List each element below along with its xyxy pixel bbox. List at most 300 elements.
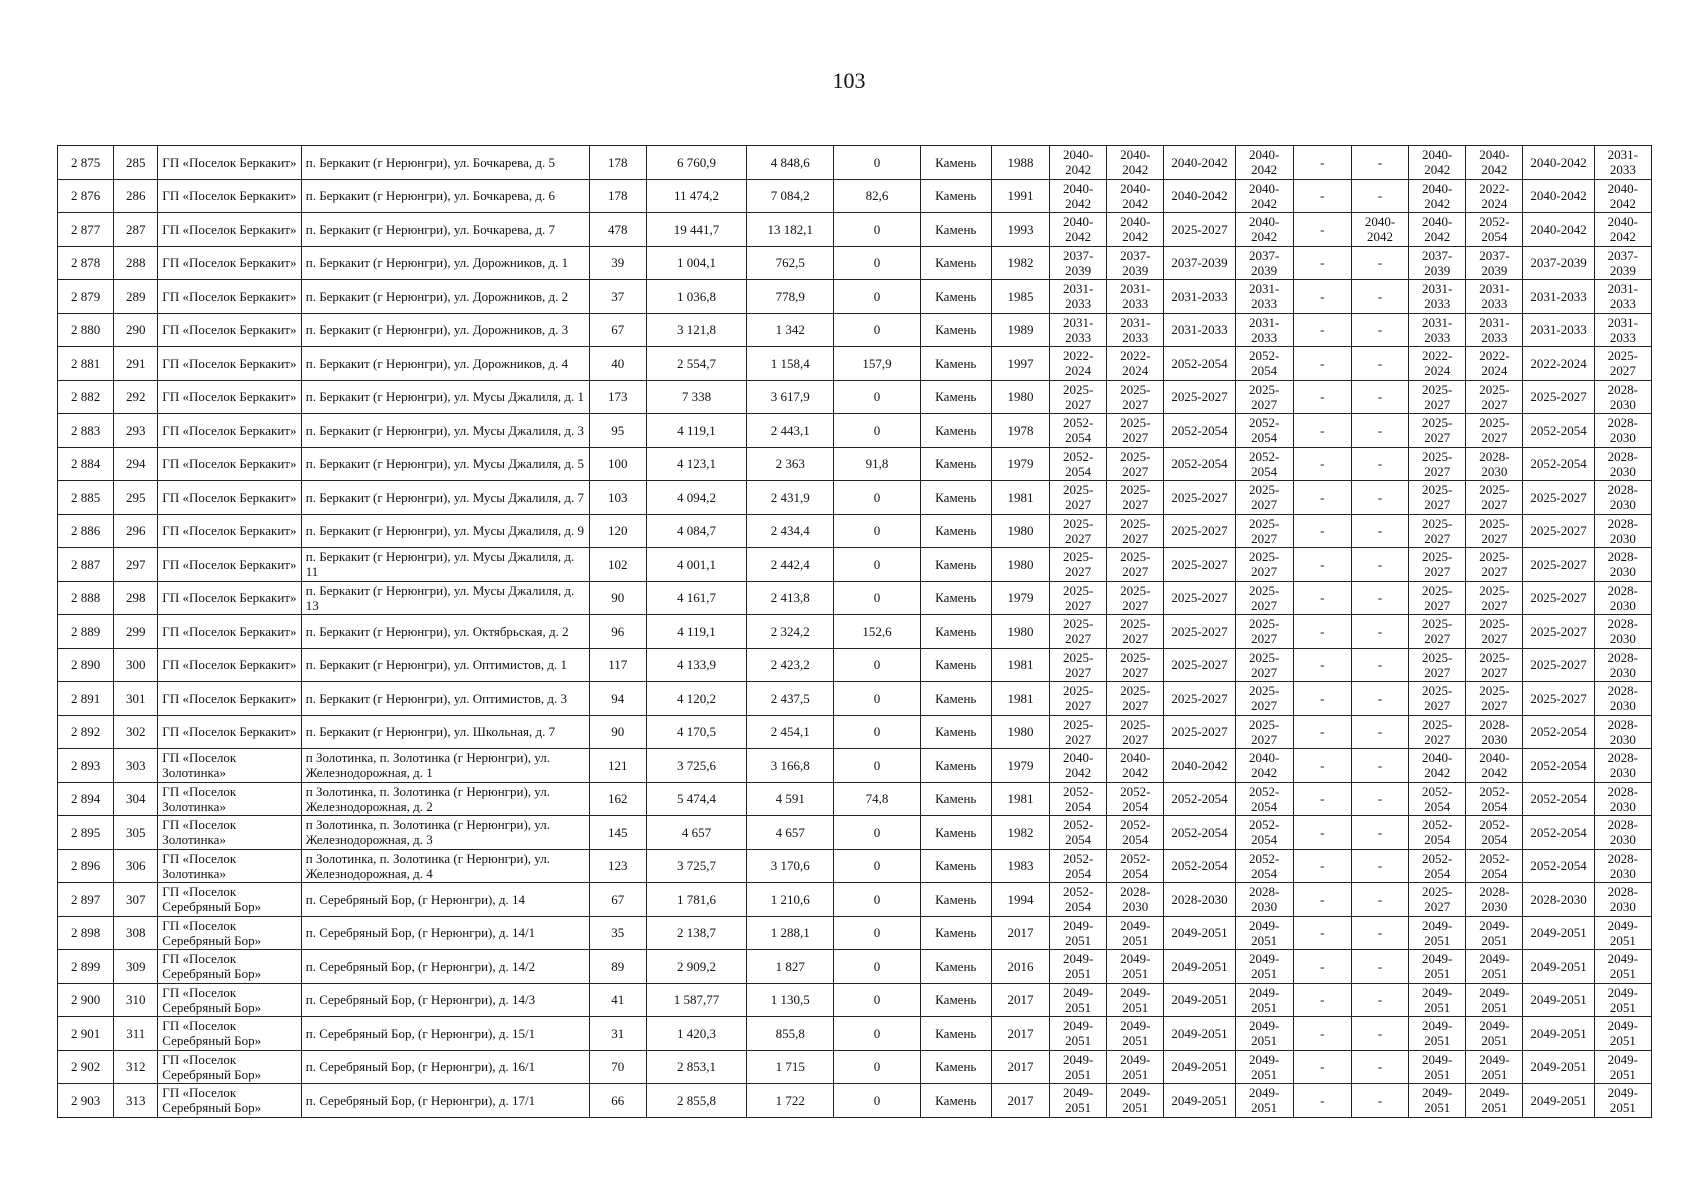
- table-cell: 2025-2027: [1523, 682, 1594, 716]
- table-row: [58, 816, 1652, 850]
- table-cell: 2025-2027: [1050, 514, 1107, 548]
- table-cell: 2028-2030: [1594, 447, 1651, 481]
- table-cell: 2049-2051: [1594, 983, 1651, 1017]
- table-cell: п. Беркакит (г Нерюнгри), ул. Мусы Джалиля, д. 11: [301, 548, 589, 582]
- table-cell: 2 875: [58, 146, 114, 180]
- table-cell: 1982: [991, 816, 1049, 850]
- table-cell: 2052-2054: [1164, 816, 1235, 850]
- table-cell: 2025-2027: [1164, 514, 1235, 548]
- table-cell: 2031-2033: [1466, 280, 1523, 314]
- table-cell: 2025-2027: [1050, 615, 1107, 649]
- table-cell: п Золотинка, п. Золотинка (г Нерюнгри), ул. Железнодорожная, д. 3: [301, 816, 589, 850]
- table-cell: 1997: [991, 347, 1049, 381]
- table-cell: 11 474,2: [646, 179, 746, 213]
- table-cell: 2040-2042: [1594, 213, 1651, 247]
- table-cell: 2052-2054: [1466, 816, 1523, 850]
- table-cell: 0: [834, 380, 920, 414]
- table-cell: 178: [589, 179, 646, 213]
- table-cell: 2 443,1: [747, 414, 834, 448]
- table-cell: п. Беркакит (г Нерюнгри), ул. Мусы Джалиля, д. 3: [301, 414, 589, 448]
- table-cell: 2049-2051: [1050, 1084, 1107, 1118]
- table-cell: -: [1293, 849, 1351, 883]
- table-cell: 2025-2027: [1409, 682, 1466, 716]
- table-cell: 82,6: [834, 179, 920, 213]
- table-cell: 2049-2051: [1050, 1017, 1107, 1051]
- table-cell: 2025-2027: [1466, 414, 1523, 448]
- table-cell: -: [1351, 1084, 1408, 1118]
- table-cell: 2025-2027: [1235, 514, 1293, 548]
- table-cell: 2040-2042: [1409, 146, 1466, 180]
- table-cell: 2017: [991, 1017, 1049, 1051]
- table-cell: Камень: [920, 983, 991, 1017]
- table-cell: 2028-2030: [1594, 380, 1651, 414]
- table-cell: 2031-2033: [1164, 280, 1235, 314]
- table-cell: 2049-2051: [1466, 983, 1523, 1017]
- table-cell: 1980: [991, 715, 1049, 749]
- table-cell: 95: [589, 414, 646, 448]
- table-cell: 2025-2027: [1409, 615, 1466, 649]
- table-cell: п. Беркакит (г Нерюнгри), ул. Октябрьская, д. 2: [301, 615, 589, 649]
- table-cell: -: [1351, 514, 1408, 548]
- table-cell: 103: [589, 481, 646, 515]
- table-cell: -: [1293, 347, 1351, 381]
- table-row: [58, 849, 1652, 883]
- table-cell: -: [1351, 916, 1408, 950]
- table-cell: 2052-2054: [1523, 816, 1594, 850]
- table-cell: 305: [114, 816, 158, 850]
- table-cell: 4 848,6: [747, 146, 834, 180]
- table-cell: 2040-2042: [1107, 213, 1164, 247]
- table-cell: 2 423,2: [747, 648, 834, 682]
- table-row: [58, 146, 1652, 180]
- table-cell: 2025-2027: [1164, 213, 1235, 247]
- table-cell: 2052-2054: [1107, 816, 1164, 850]
- table-cell: 293: [114, 414, 158, 448]
- table-cell: 4 657: [646, 816, 746, 850]
- table-cell: 2022-2024: [1523, 347, 1594, 381]
- table-cell: 1 722: [747, 1084, 834, 1118]
- table-cell: ГП «Поселок Серебряный Бор»: [158, 916, 301, 950]
- table-cell: -: [1351, 782, 1408, 816]
- table-cell: 0: [834, 983, 920, 1017]
- table-cell: 301: [114, 682, 158, 716]
- table-cell: 2049-2051: [1594, 916, 1651, 950]
- table-row: [58, 246, 1652, 280]
- table-cell: 2028-2030: [1594, 648, 1651, 682]
- table-cell: 2052-2054: [1235, 849, 1293, 883]
- table-cell: 2028-2030: [1594, 548, 1651, 582]
- table-cell: 2052-2054: [1523, 715, 1594, 749]
- table-cell: 2025-2027: [1164, 581, 1235, 615]
- table-cell: 2028-2030: [1594, 849, 1651, 883]
- table-cell: 1 587,77: [646, 983, 746, 1017]
- table-cell: 2028-2030: [1466, 715, 1523, 749]
- table-cell: 2025-2027: [1466, 581, 1523, 615]
- table-cell: 2052-2054: [1107, 782, 1164, 816]
- table-cell: 2 434,4: [747, 514, 834, 548]
- table-cell: ГП «Поселок Беркакит»: [158, 581, 301, 615]
- table-cell: 2025-2027: [1050, 715, 1107, 749]
- table-cell: 0: [834, 715, 920, 749]
- table-cell: 1 715: [747, 1050, 834, 1084]
- table-cell: 2052-2054: [1050, 883, 1107, 917]
- table-cell: 0: [834, 246, 920, 280]
- table-cell: -: [1351, 414, 1408, 448]
- table-cell: Камень: [920, 347, 991, 381]
- table-cell: 2 889: [58, 615, 114, 649]
- table-cell: -: [1293, 648, 1351, 682]
- table-cell: 2028-2030: [1107, 883, 1164, 917]
- table-cell: 2049-2051: [1235, 983, 1293, 1017]
- table-cell: 1 004,1: [646, 246, 746, 280]
- table-cell: 2 431,9: [747, 481, 834, 515]
- table-cell: 1989: [991, 313, 1049, 347]
- table-cell: 2052-2054: [1523, 849, 1594, 883]
- table-row: [58, 648, 1652, 682]
- table-cell: 2040-2042: [1466, 146, 1523, 180]
- table-cell: 2 324,2: [747, 615, 834, 649]
- table-cell: -: [1293, 1017, 1351, 1051]
- table-cell: 4 084,7: [646, 514, 746, 548]
- table-cell: Камень: [920, 816, 991, 850]
- table-cell: 4 094,2: [646, 481, 746, 515]
- table-cell: 2052-2054: [1164, 849, 1235, 883]
- table-cell: Камень: [920, 481, 991, 515]
- table-cell: ГП «Поселок Беркакит»: [158, 380, 301, 414]
- table-cell: 6 760,9: [646, 146, 746, 180]
- table-cell: 296: [114, 514, 158, 548]
- table-cell: 145: [589, 816, 646, 850]
- table-cell: 2025-2027: [1466, 548, 1523, 582]
- table-cell: 2037-2039: [1523, 246, 1594, 280]
- table-cell: 2052-2054: [1235, 347, 1293, 381]
- table-cell: 4 591: [747, 782, 834, 816]
- table-cell: 309: [114, 950, 158, 984]
- table-cell: 2049-2051: [1235, 1084, 1293, 1118]
- table-cell: 2052-2054: [1164, 447, 1235, 481]
- table-cell: 121: [589, 749, 646, 783]
- table-cell: 288: [114, 246, 158, 280]
- table-cell: 2025-2027: [1466, 682, 1523, 716]
- table-cell: 2025-2027: [1235, 548, 1293, 582]
- table-cell: 2028-2030: [1594, 514, 1651, 548]
- table-cell: 2025-2027: [1164, 682, 1235, 716]
- table-cell: 2031-2033: [1235, 313, 1293, 347]
- table-cell: 3 166,8: [747, 749, 834, 783]
- table-cell: 91,8: [834, 447, 920, 481]
- table-cell: 2017: [991, 916, 1049, 950]
- table-cell: 2025-2027: [1523, 514, 1594, 548]
- table-cell: 292: [114, 380, 158, 414]
- table-cell: 40: [589, 347, 646, 381]
- table-cell: 2 903: [58, 1084, 114, 1118]
- table-cell: Камень: [920, 615, 991, 649]
- table-cell: п. Серебряный Бор, (г Нерюнгри), д. 15/1: [301, 1017, 589, 1051]
- table-cell: 4 170,5: [646, 715, 746, 749]
- table-cell: 152,6: [834, 615, 920, 649]
- table-cell: 2031-2033: [1409, 313, 1466, 347]
- table-cell: 2025-2027: [1523, 380, 1594, 414]
- table-cell: 2040-2042: [1050, 213, 1107, 247]
- table-cell: 2025-2027: [1107, 648, 1164, 682]
- table-cell: -: [1293, 983, 1351, 1017]
- table-cell: 0: [834, 883, 920, 917]
- table-cell: ГП «Поселок Беркакит»: [158, 447, 301, 481]
- table-cell: ГП «Поселок Беркакит»: [158, 179, 301, 213]
- table-cell: 2 895: [58, 816, 114, 850]
- table-row: [58, 179, 1652, 213]
- table-cell: п Золотинка, п. Золотинка (г Нерюнгри), ул. Железнодорожная, д. 4: [301, 849, 589, 883]
- table-cell: 295: [114, 481, 158, 515]
- table-cell: 2025-2027: [1523, 615, 1594, 649]
- table-cell: п. Беркакит (г Нерюнгри), ул. Мусы Джалиля, д. 1: [301, 380, 589, 414]
- table-cell: Камень: [920, 280, 991, 314]
- table-cell: 39: [589, 246, 646, 280]
- table-cell: 1 827: [747, 950, 834, 984]
- table-row: [58, 615, 1652, 649]
- table-row: [58, 280, 1652, 314]
- table-cell: 2040-2042: [1050, 179, 1107, 213]
- table-cell: 2022-2024: [1050, 347, 1107, 381]
- table-cell: Камень: [920, 581, 991, 615]
- table-cell: -: [1351, 615, 1408, 649]
- table-cell: Камень: [920, 380, 991, 414]
- table-cell: 2 901: [58, 1017, 114, 1051]
- table-cell: -: [1293, 1084, 1351, 1118]
- table-cell: 2 454,1: [747, 715, 834, 749]
- table-body: [58, 146, 1652, 1118]
- table-cell: 2 890: [58, 648, 114, 682]
- table-cell: 2040-2042: [1409, 179, 1466, 213]
- table-cell: 2049-2051: [1409, 950, 1466, 984]
- table-cell: 0: [834, 648, 920, 682]
- table-cell: 2025-2027: [1107, 481, 1164, 515]
- table-cell: 2028-2030: [1594, 414, 1651, 448]
- table-cell: Камень: [920, 950, 991, 984]
- table-cell: 2028-2030: [1466, 447, 1523, 481]
- table-cell: 1979: [991, 581, 1049, 615]
- table-cell: 291: [114, 347, 158, 381]
- table-cell: 2049-2051: [1523, 1084, 1594, 1118]
- table-cell: 2025-2027: [1409, 514, 1466, 548]
- table-row: [58, 447, 1652, 481]
- table-cell: ГП «Поселок Серебряный Бор»: [158, 1084, 301, 1118]
- table-cell: 2 887: [58, 548, 114, 582]
- table-cell: 2025-2027: [1050, 380, 1107, 414]
- table-cell: 2037-2039: [1409, 246, 1466, 280]
- table-cell: 74,8: [834, 782, 920, 816]
- table-cell: 2017: [991, 1084, 1049, 1118]
- table-cell: 120: [589, 514, 646, 548]
- table-cell: 2025-2027: [1107, 514, 1164, 548]
- table-cell: 2040-2042: [1107, 146, 1164, 180]
- table-cell: 2052-2054: [1523, 749, 1594, 783]
- table-cell: Камень: [920, 146, 991, 180]
- table-cell: 0: [834, 581, 920, 615]
- table-cell: 2 898: [58, 916, 114, 950]
- table-cell: 2 877: [58, 213, 114, 247]
- table-cell: 2028-2030: [1164, 883, 1235, 917]
- table-cell: 298: [114, 581, 158, 615]
- table-cell: 173: [589, 380, 646, 414]
- table-cell: 762,5: [747, 246, 834, 280]
- table-cell: 778,9: [747, 280, 834, 314]
- table-cell: 2031-2033: [1107, 313, 1164, 347]
- table-cell: -: [1293, 213, 1351, 247]
- table-cell: 3 617,9: [747, 380, 834, 414]
- table-cell: 2 363: [747, 447, 834, 481]
- table-cell: -: [1351, 1017, 1408, 1051]
- table-cell: 90: [589, 581, 646, 615]
- table-cell: 2028-2030: [1466, 883, 1523, 917]
- table-cell: 2049-2051: [1164, 916, 1235, 950]
- table-cell: ГП «Поселок Серебряный Бор»: [158, 1050, 301, 1084]
- table-cell: -: [1351, 481, 1408, 515]
- table-cell: 0: [834, 280, 920, 314]
- table-row: [58, 347, 1652, 381]
- table-cell: -: [1293, 179, 1351, 213]
- table-cell: 2052-2054: [1164, 782, 1235, 816]
- table-cell: -: [1293, 1050, 1351, 1084]
- table-cell: 2052-2054: [1466, 782, 1523, 816]
- table-cell: 2040-2042: [1107, 749, 1164, 783]
- table-cell: 2040-2042: [1107, 179, 1164, 213]
- table-cell: 3 121,8: [646, 313, 746, 347]
- table-cell: 289: [114, 280, 158, 314]
- table-cell: 2052-2054: [1050, 849, 1107, 883]
- table-cell: Камень: [920, 849, 991, 883]
- table-cell: 2025-2027: [1235, 380, 1293, 414]
- table-cell: 2025-2027: [1466, 514, 1523, 548]
- table-cell: 1981: [991, 782, 1049, 816]
- table-cell: 1993: [991, 213, 1049, 247]
- table-cell: 2 884: [58, 447, 114, 481]
- table-cell: 90: [589, 715, 646, 749]
- table-cell: 2022-2024: [1466, 179, 1523, 213]
- table-cell: 1980: [991, 514, 1049, 548]
- table-cell: 2025-2027: [1466, 481, 1523, 515]
- table-cell: 2017: [991, 983, 1049, 1017]
- table-cell: 67: [589, 313, 646, 347]
- table-cell: п. Беркакит (г Нерюнгри), ул. Бочкарева, д. 5: [301, 146, 589, 180]
- table-cell: 2052-2054: [1107, 849, 1164, 883]
- table-cell: 478: [589, 213, 646, 247]
- table-cell: -: [1351, 179, 1408, 213]
- table-cell: 102: [589, 548, 646, 582]
- table-row: [58, 213, 1652, 247]
- table-cell: 4 133,9: [646, 648, 746, 682]
- table-cell: п. Беркакит (г Нерюнгри), ул. Мусы Джалиля, д. 13: [301, 581, 589, 615]
- table-cell: 2040-2042: [1164, 749, 1235, 783]
- table-cell: Камень: [920, 1017, 991, 1051]
- table-cell: -: [1351, 1050, 1408, 1084]
- table-cell: -: [1293, 950, 1351, 984]
- table-cell: 1978: [991, 414, 1049, 448]
- table-cell: 313: [114, 1084, 158, 1118]
- table-cell: 2049-2051: [1107, 983, 1164, 1017]
- table-cell: ГП «Поселок Беркакит»: [158, 648, 301, 682]
- table-cell: 2049-2051: [1050, 1050, 1107, 1084]
- table-cell: -: [1293, 916, 1351, 950]
- table-cell: 3 725,6: [646, 749, 746, 783]
- table-cell: Камень: [920, 782, 991, 816]
- table-cell: 2049-2051: [1235, 1017, 1293, 1051]
- table-cell: 2 894: [58, 782, 114, 816]
- table-cell: 2025-2027: [1409, 414, 1466, 448]
- table-cell: -: [1351, 447, 1408, 481]
- table-cell: 2049-2051: [1523, 916, 1594, 950]
- table-cell: -: [1293, 782, 1351, 816]
- table-cell: ГП «Поселок Серебряный Бор»: [158, 950, 301, 984]
- table-cell: 2052-2054: [1523, 782, 1594, 816]
- table-cell: 1 130,5: [747, 983, 834, 1017]
- table-cell: 89: [589, 950, 646, 984]
- table-cell: 5 474,4: [646, 782, 746, 816]
- table-cell: 2025-2027: [1523, 648, 1594, 682]
- table-cell: 0: [834, 548, 920, 582]
- table-cell: ГП «Поселок Беркакит»: [158, 548, 301, 582]
- table-cell: 2 880: [58, 313, 114, 347]
- table-cell: 2 879: [58, 280, 114, 314]
- table-cell: 2025-2027: [1164, 648, 1235, 682]
- table-cell: 2049-2051: [1164, 1084, 1235, 1118]
- table-cell: 2 896: [58, 849, 114, 883]
- table-cell: 1994: [991, 883, 1049, 917]
- table-cell: 2049-2051: [1164, 1050, 1235, 1084]
- table-cell: 3 170,6: [747, 849, 834, 883]
- table-cell: Камень: [920, 749, 991, 783]
- table-cell: 2052-2054: [1523, 447, 1594, 481]
- table-cell: -: [1293, 715, 1351, 749]
- table-cell: 2025-2027: [1409, 481, 1466, 515]
- table-cell: 2052-2054: [1235, 782, 1293, 816]
- table-cell: 0: [834, 146, 920, 180]
- table-cell: 2025-2027: [1523, 481, 1594, 515]
- table-row: [58, 883, 1652, 917]
- table-cell: 2025-2027: [1409, 883, 1466, 917]
- table-cell: 2 853,1: [646, 1050, 746, 1084]
- table-cell: 2040-2042: [1235, 749, 1293, 783]
- table-cell: 1 342: [747, 313, 834, 347]
- table-cell: п. Серебряный Бор, (г Нерюнгри), д. 14: [301, 883, 589, 917]
- page-number: 103: [832, 68, 866, 93]
- table-cell: 2049-2051: [1164, 950, 1235, 984]
- table-cell: 2025-2027: [1107, 581, 1164, 615]
- table-cell: п. Серебряный Бор, (г Нерюнгри), д. 17/1: [301, 1084, 589, 1118]
- table-cell: 2052-2054: [1050, 414, 1107, 448]
- table-cell: 2040-2042: [1050, 146, 1107, 180]
- table-cell: -: [1351, 313, 1408, 347]
- table-cell: 2025-2027: [1235, 581, 1293, 615]
- table-cell: 2031-2033: [1164, 313, 1235, 347]
- table-cell: -: [1293, 548, 1351, 582]
- table-cell: 2025-2027: [1164, 615, 1235, 649]
- table-cell: 2025-2027: [1107, 380, 1164, 414]
- table-cell: -: [1293, 749, 1351, 783]
- table-cell: -: [1351, 816, 1408, 850]
- table-cell: 2028-2030: [1594, 682, 1651, 716]
- table-cell: 178: [589, 146, 646, 180]
- table-cell: ГП «Поселок Беркакит»: [158, 715, 301, 749]
- table-cell: 96: [589, 615, 646, 649]
- table-row: [58, 414, 1652, 448]
- table-cell: 2031-2033: [1523, 313, 1594, 347]
- table-cell: Камень: [920, 682, 991, 716]
- table-cell: 2 886: [58, 514, 114, 548]
- table-cell: 2025-2027: [1466, 615, 1523, 649]
- table-cell: 2028-2030: [1594, 581, 1651, 615]
- table-cell: ГП «Поселок Беркакит»: [158, 481, 301, 515]
